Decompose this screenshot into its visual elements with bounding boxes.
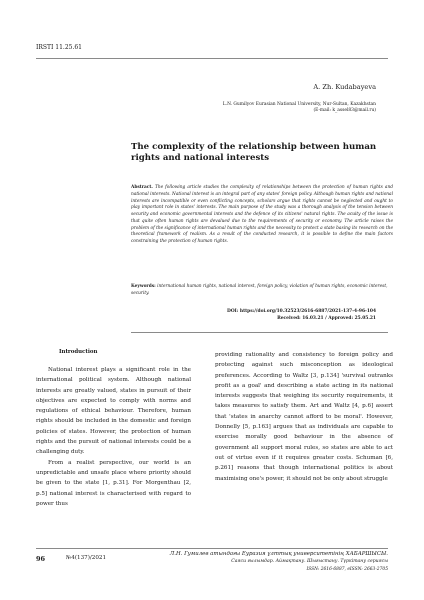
top-rule [36,58,388,59]
author-email: (E-mail: k_assel83@mail.ru) [313,108,376,114]
journal-name: Л.Н. Гумилев атындағы Еуразия ұлттық университетінің ХАБАРШЫСЫ. [169,551,388,557]
paragraph: From a realist perspective, our world is an unpredictable and unsafe place where priority should be given to the state [1, p.31]. For Morgenthau [2, p.5] national interest is characterised with regard to power thus [36,459,191,507]
section-heading-introduction: Introduction [59,349,98,355]
received-approved: Received: 16.03.21 / Approved: 25.05.21 [277,315,376,321]
body-column-right [215,350,393,484]
journal-series: Саяси ғылымдар. Аймақтану. Шығыстану. Түркітану сериясы [231,559,388,564]
doi-block [227,309,376,322]
issue-number: №4(137)/2021 [66,555,107,561]
article-title: The complexity of the relationship between human rights and national interests [131,142,377,163]
paragraph: providing rationality and consistency to foreign policy and protecting against such misconception as ideological preferences. According to Waltz [3, p.134] 'survival outranks profit as a goal' and describing a state acting in its national interests suggests that weighing its security requirements, it takes measures to satisfy them. Art and Waltz [4, p.6] assert that 'states in anarchy cannot afford to be moral'. However, Donnelly [5, p.163] argues that as individuals are capable to exercise morally good behaviour in the absence of government all support moral rules, so states are able to act out of virtue even if it requires greater costs. Schuman [6, p.261] reasons that though international politics is about maximising one's power, it should not be only about struggle [215,352,393,482]
author-name: A. Zh. Kudabayeva [313,83,376,91]
author-affiliation-block [223,102,376,114]
keywords-label: Keywords: [131,284,156,289]
abstract [131,185,393,246]
footer-rule [36,548,388,549]
journal-issn: ISSN: 2616-6887, eISSN: 2663-2705 [306,567,388,572]
abstract-label: Abstract. [131,185,153,190]
keywords-text: international human rights, national interest, foreign policy, violation of human rights, economic interest, security. [131,284,388,296]
body-column-left [36,365,191,509]
page-number: 96 [36,555,46,563]
abstract-rule [131,332,388,333]
irstl-code: IRSTI 11.25.61 [36,44,82,51]
keywords [131,284,393,297]
abstract-text: The following article studies the complexity of relationships between the protection of human rights and national interests. National interest is an integral part of any states' foreign policy. Although human rights and national interests are incompatible or even conflicting concepts, scholars argue that rights cannot be neglected and ought to play important role in states' interests. The main purpose of the study was a thorough analysis of the tension between security and economic governmental interests and the defence of its citizens' natural rights. The acuity of the issue is that quite often human rights are devalued due to the requirements of security or economy. The article raises the problem of the significance of international human rights and the necessity to protect a state basing its research on the theoretical framework of realism. As a result of the conducted research, it is possible to define the main factors constraining the protection of human rights. [131,185,393,245]
doi-link[interactable]: DOI: https://doi.org/10.32523/2616-6887/2021-137-4-96-104 [227,309,376,314]
paragraph: National interest plays a significant role in the international political system. Although national interests are greatly valued, states in pursuit of their objectives are expected to comply with norms and regulations of ethical behaviour. Therefore, human rights should be included in the domestic and foreign policies of states. However, the protection of human rights and the pursuit of national interests could be a challenging duty. [36,367,191,456]
author-affiliation: L.N. Gumilyov Eurasian National University, Nur-Sultan, Kazakhstan [222,102,376,107]
